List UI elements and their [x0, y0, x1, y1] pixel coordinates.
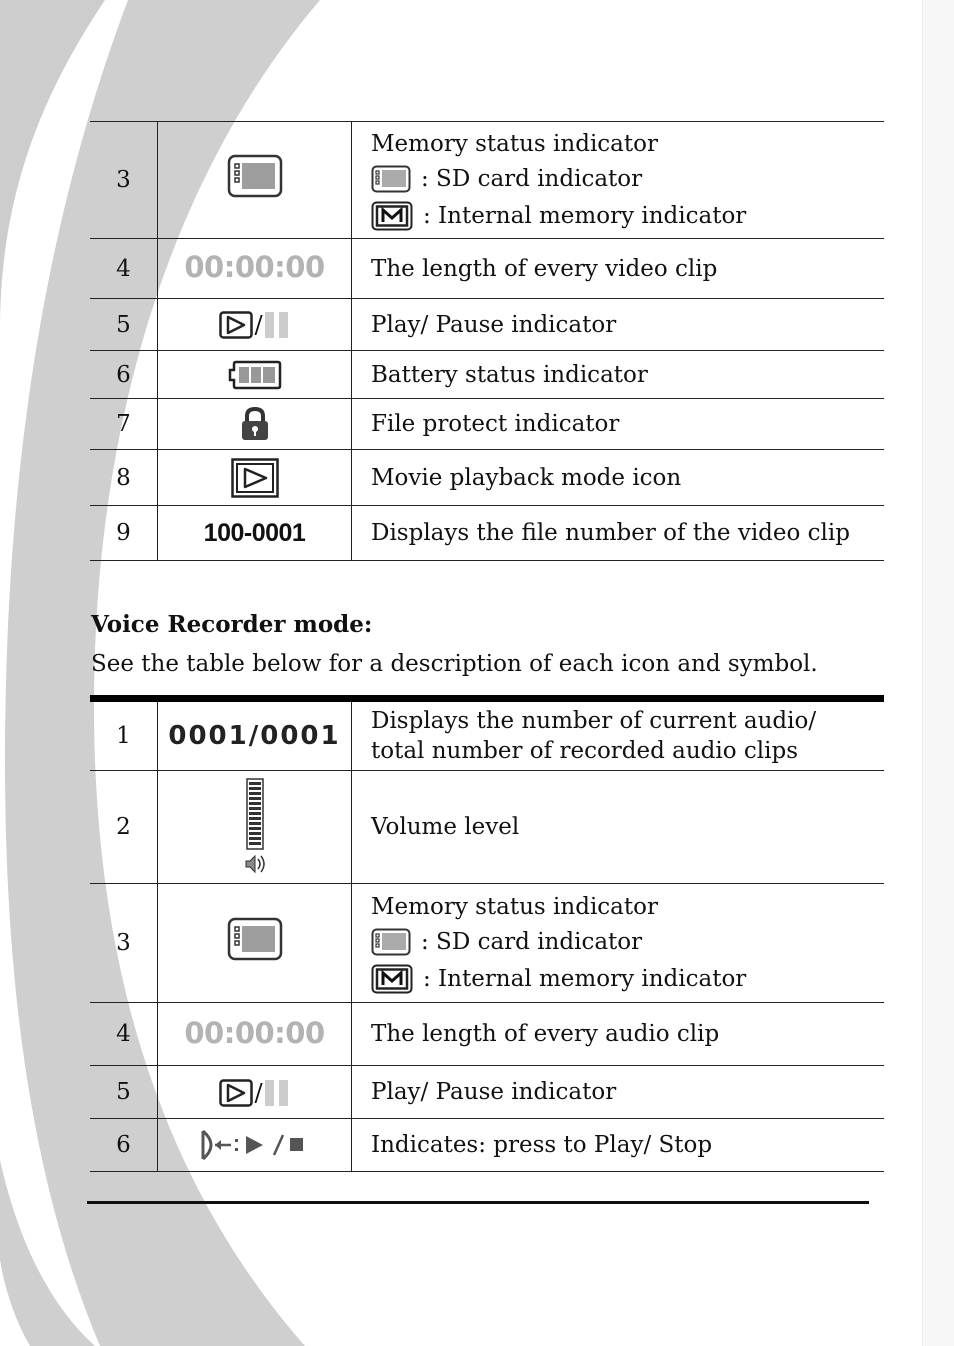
icon-cell — [158, 450, 352, 506]
clip-length-display: 00:00:00 — [184, 1015, 325, 1050]
pause-icon — [264, 1079, 290, 1107]
table-row — [90, 1066, 884, 1119]
file-number-display: 100-0001 — [203, 518, 306, 547]
table-row — [90, 1119, 884, 1172]
icon-cell — [158, 122, 352, 239]
audio-counter-display: 0001/0001 — [168, 720, 341, 751]
description-text: Volume level — [352, 771, 885, 884]
dpad-play-stop-icon — [201, 1128, 309, 1162]
internal-memory-indicator-text: : Internal memory indicator — [423, 202, 747, 229]
sub-line — [371, 197, 884, 235]
description-text: Movie playback mode icon — [352, 450, 885, 506]
icon-cell — [158, 884, 352, 1003]
description-text: The length of every audio clip — [352, 1003, 885, 1066]
icon-cell — [158, 299, 352, 351]
internal-memory-icon — [371, 201, 413, 231]
row-number: 1 — [90, 699, 158, 771]
video-icon-table — [90, 121, 884, 561]
play-icon — [219, 1079, 253, 1107]
description-text: The length of every video clip — [352, 239, 885, 299]
movie-playback-icon — [231, 458, 279, 498]
icon-cell — [158, 1003, 352, 1066]
icon-separator: / — [254, 1078, 263, 1107]
table-row — [90, 884, 884, 1003]
icon-cell — [158, 351, 352, 399]
description-cell — [352, 699, 885, 771]
footer-rule — [87, 1201, 869, 1204]
table-row — [90, 771, 884, 884]
battery-icon — [228, 360, 282, 390]
icon-cell — [158, 1066, 352, 1119]
icon-cell — [158, 239, 352, 299]
voice-recorder-intro: See the table below for a description of each icon and symbol. — [91, 651, 818, 677]
table-row — [90, 699, 884, 771]
row-number: 6 — [90, 351, 158, 399]
voice-recorder-heading: Voice Recorder mode: — [91, 611, 373, 638]
sd-card-icon — [227, 154, 283, 198]
description-line: total number of recorded audio clips — [371, 738, 799, 764]
description-text: Battery status indicator — [352, 351, 885, 399]
row-number: 9 — [90, 506, 158, 561]
description-text: Displays the file number of the video clip — [352, 506, 885, 561]
play-icon — [219, 311, 253, 339]
sub-line — [371, 162, 884, 197]
description-text: Indicates: press to Play/ Stop — [352, 1119, 885, 1172]
row-number: 5 — [90, 1066, 158, 1119]
sub-line — [371, 925, 884, 960]
icon-cell — [158, 699, 352, 771]
row-number: 6 — [90, 1119, 158, 1172]
row-number: 4 — [90, 239, 158, 299]
row-number: 2 — [90, 771, 158, 884]
volume-level-icon — [240, 777, 270, 877]
row-number: 8 — [90, 450, 158, 506]
sd-card-icon — [227, 917, 283, 961]
table-row — [90, 239, 884, 299]
row-number: 4 — [90, 1003, 158, 1066]
icon-cell — [158, 1119, 352, 1172]
row-number: 3 — [90, 884, 158, 1003]
description-text: Play/ Pause indicator — [352, 299, 885, 351]
row-number: 5 — [90, 299, 158, 351]
table-row — [90, 122, 884, 239]
table-row — [90, 506, 884, 561]
table-row — [90, 299, 884, 351]
table-row — [90, 1003, 884, 1066]
description-cell — [352, 122, 885, 239]
sd-card-indicator-text: : SD card indicator — [421, 166, 643, 192]
description-text: Memory status indicator — [371, 893, 658, 920]
icon-cell — [158, 399, 352, 450]
pause-icon — [264, 311, 290, 339]
table-row — [90, 399, 884, 450]
internal-memory-icon — [371, 964, 413, 994]
description-text: File protect indicator — [352, 399, 885, 450]
description-text: Memory status indicator — [371, 130, 658, 157]
sub-line — [371, 960, 884, 998]
description-cell — [352, 884, 885, 1003]
table-row — [90, 351, 884, 399]
icon-cell — [158, 771, 352, 884]
sd-card-small-icon — [371, 165, 411, 193]
internal-memory-indicator-text: : Internal memory indicator — [423, 965, 747, 992]
icon-cell — [158, 506, 352, 561]
description-text: Play/ Pause indicator — [352, 1066, 885, 1119]
row-number: 3 — [90, 122, 158, 239]
clip-length-display: 00:00:00 — [184, 250, 325, 284]
row-number: 7 — [90, 399, 158, 450]
lock-icon — [239, 406, 271, 442]
description-line: Displays the number of current audio/ — [371, 708, 817, 734]
sd-card-small-icon — [371, 928, 411, 956]
table-row — [90, 450, 884, 506]
icon-separator: / — [254, 311, 263, 339]
sd-card-indicator-text: : SD card indicator — [421, 929, 643, 955]
voice-icon-table — [90, 695, 884, 1172]
